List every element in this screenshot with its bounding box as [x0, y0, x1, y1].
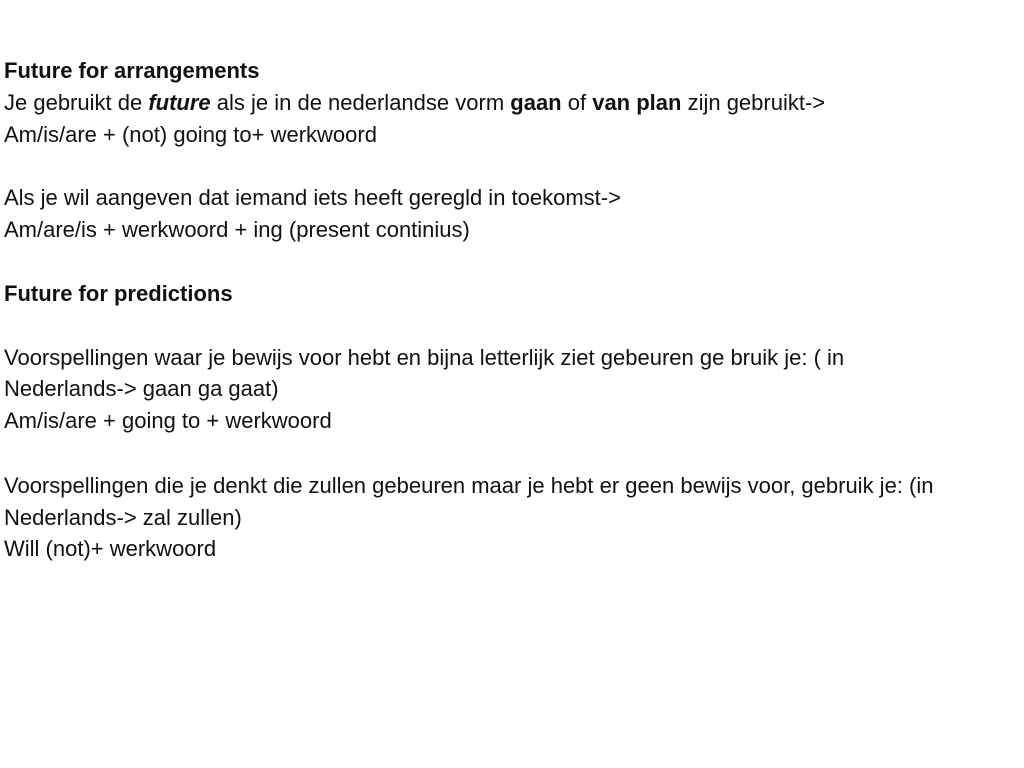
evidence-text-line1: Voorspellingen waar je bewijs voor hebt en bijna letterlijk ziet gebeuren ge bruik je: ( in — [4, 345, 845, 370]
formula-going-to-predictions: Am/is/are + going to + werkwoord — [4, 408, 332, 433]
heading-future-arrangements: Future for arrangements — [4, 58, 260, 83]
van-plan-word: van plan — [592, 90, 682, 115]
arranged-future-text: Als je wil aangeven dat iemand iets heeft geregld in toekomst-> — [4, 185, 621, 210]
arrangements-intro-line — [4, 87, 825, 119]
heading-future-predictions: Future for predictions — [4, 281, 233, 306]
no-evidence-text-line1: Voorspellingen die je denkt die zullen gebeuren maar je hebt er geen bewijs voor, gebruik je: (in — [4, 473, 934, 498]
future-word: future — [148, 90, 211, 115]
no-evidence-text-line2: Nederlands-> zal zullen) — [4, 505, 242, 530]
gaan-word: gaan — [510, 90, 562, 115]
intro-text-part1: Je gebruikt de — [4, 90, 149, 115]
intro-text-part3: zijn gebruikt-> — [681, 90, 826, 115]
formula-present-continuous: Am/are/is + werkwoord + ing (present continius) — [4, 217, 470, 242]
intro-text-part2: als je in de nederlandse vorm — [210, 90, 511, 115]
formula-will: Will (not)+ werkwoord — [4, 536, 217, 561]
of-word: of — [561, 90, 593, 115]
formula-going-to-arrangements: Am/is/are + (not) going to+ werkwoord — [4, 122, 377, 147]
evidence-text-line2: Nederlands-> gaan ga gaat) — [4, 376, 279, 401]
